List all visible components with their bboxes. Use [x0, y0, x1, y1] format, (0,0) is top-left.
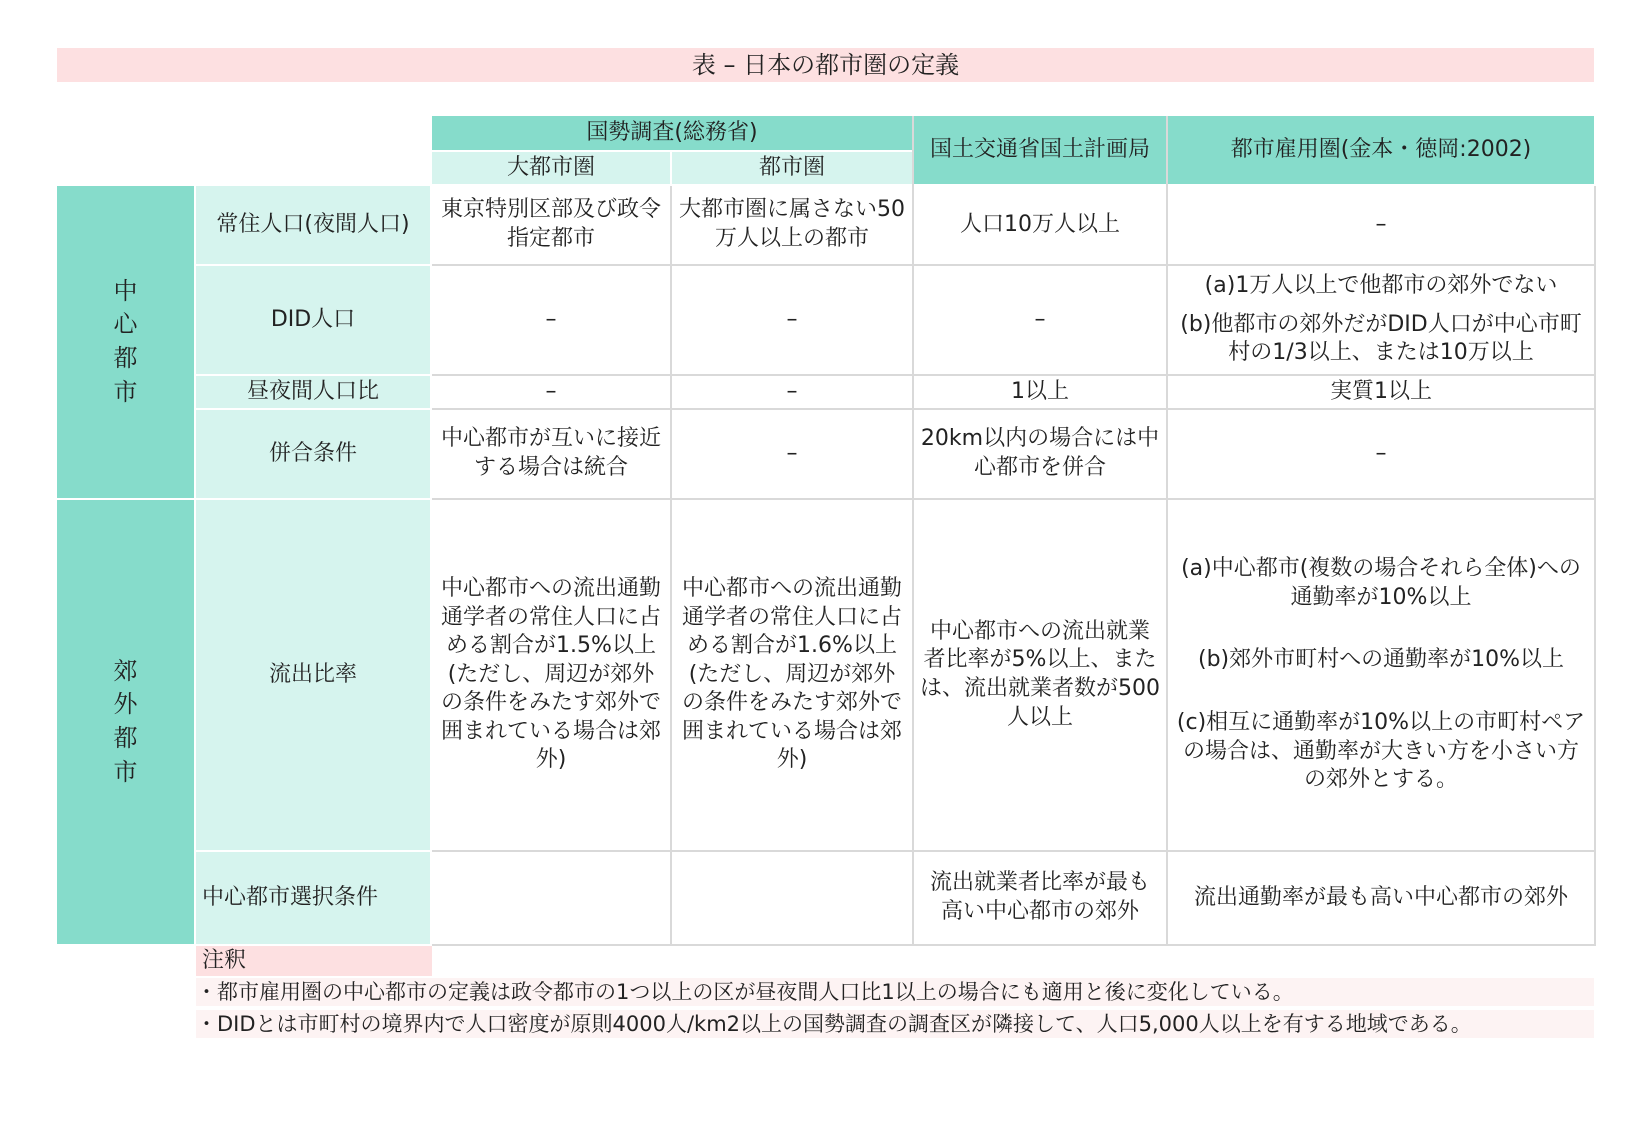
grid-line [432, 264, 1596, 266]
note-line-1: ・都市雇用圏の中心都市の定義は政令都市の1つ以上の区が昼夜間人口比1以上の場合にも適用と後に変化している。 [196, 978, 1594, 1006]
group-suburban [57, 500, 194, 944]
cell-selection-mlit: 流出就業者比率が最も高い中心都市の郊外 [914, 852, 1166, 944]
did-uea-b: (b)他都市の郊外だがDID人口が中心市町村の1/3以上、または10万以上 [1180, 311, 1582, 366]
cell-selection-uea: 流出通勤率が最も高い中心都市の郊外 [1168, 852, 1594, 944]
row-label-resident: 常住人口(夜間人口) [196, 186, 430, 264]
grid-line [432, 498, 1596, 500]
cell-daynight-metro: – [672, 376, 912, 408]
cell-did-mlit: – [914, 266, 1166, 374]
cell-outflow-mlit: 中心都市への流出就業者比率が5%以上、または、流出就業者数が500人以上 [914, 500, 1166, 850]
header-uea: 都市雇用圏(金本・徳岡:2002) [1168, 116, 1594, 184]
note-line-2: ・DIDとは市町村の境界内で人口密度が原則4000人/km2以上の国勢調査の調査区が隣接して、人口5,000人以上を有する地域である。 [196, 1010, 1594, 1038]
cell-outflow-large: 中心都市への流出通勤通学者の常住人口に占める割合が1.5%以上(ただし、周辺が郊外の条件をみたす郊外で囲まれている場合は郊外) [432, 500, 670, 850]
grid-line [670, 186, 672, 944]
table-title: 表 – 日本の都市圏の定義 [57, 48, 1594, 82]
row-label-daynight: 昼夜間人口比 [196, 376, 430, 408]
cell-daynight-large: – [432, 376, 670, 408]
header-census-large: 大都市圏 [432, 152, 670, 184]
group-suburban-label: 郊外都市 [113, 656, 138, 786]
cell-resident-mlit: 人口10万人以上 [914, 186, 1166, 264]
row-label-selection: 中心都市選択条件 [196, 852, 430, 944]
row-label-did: DID人口 [196, 266, 430, 374]
cell-daynight-mlit: 1以上 [914, 376, 1166, 408]
cell-merge-large: 中心都市が互いに接近する場合は統合 [432, 410, 670, 498]
group-central [57, 186, 194, 498]
row-label-outflow: 流出比率 [196, 500, 430, 850]
cell-outflow-uea [1168, 500, 1594, 850]
cell-daynight-uea: 実質1以上 [1168, 376, 1594, 408]
cell-did-large: – [432, 266, 670, 374]
cell-resident-large: 東京特別区部及び政令指定都市 [432, 186, 670, 264]
cell-merge-metro: – [672, 410, 912, 498]
grid-line [1594, 186, 1596, 946]
cell-selection-metro [672, 852, 912, 944]
header-mlit: 国土交通省国土計画局 [914, 116, 1166, 184]
row-label-merge: 併合条件 [196, 410, 430, 498]
group-central-label: 中心都市 [113, 276, 138, 406]
grid-line [432, 374, 1596, 376]
cell-did-uea [1168, 266, 1594, 374]
header-census: 国勢調査(総務省) [432, 116, 912, 150]
header-census-metro: 都市圏 [672, 152, 912, 184]
grid-line [912, 116, 914, 944]
notes-label: 注釈 [196, 946, 432, 976]
cell-outflow-metro: 中心都市への流出通勤通学者の常住人口に占める割合が1.6%以上(ただし、周辺が郊外の条件をみたす郊外で囲まれている場合は郊外) [672, 500, 912, 850]
did-uea-a: (a)1万人以上で他都市の郊外でない [1204, 273, 1558, 299]
outflow-uea-a: (a)中心都市(複数の場合それら全体)への通勤率が10%以上 [1181, 556, 1581, 610]
outflow-uea-c: (c)相互に通勤率が10%以上の市町村ペアの場合は、通勤率が大きい方を小さい方の郊外とする。 [1176, 710, 1586, 793]
cell-merge-mlit: 20km以内の場合には中心都市を併合 [914, 410, 1166, 498]
grid-line [432, 850, 1596, 852]
cell-merge-uea: – [1168, 410, 1594, 498]
cell-resident-uea: – [1168, 186, 1594, 264]
grid-line [1166, 116, 1168, 944]
cell-selection-large [432, 852, 670, 944]
cell-did-metro: – [672, 266, 912, 374]
grid-line [432, 408, 1596, 410]
outflow-uea-b: (b)郊外市町村への通勤率が10%以上 [1197, 647, 1565, 673]
grid-line [432, 944, 1596, 946]
cell-resident-metro: 大都市圏に属さない50万人以上の都市 [672, 186, 912, 264]
